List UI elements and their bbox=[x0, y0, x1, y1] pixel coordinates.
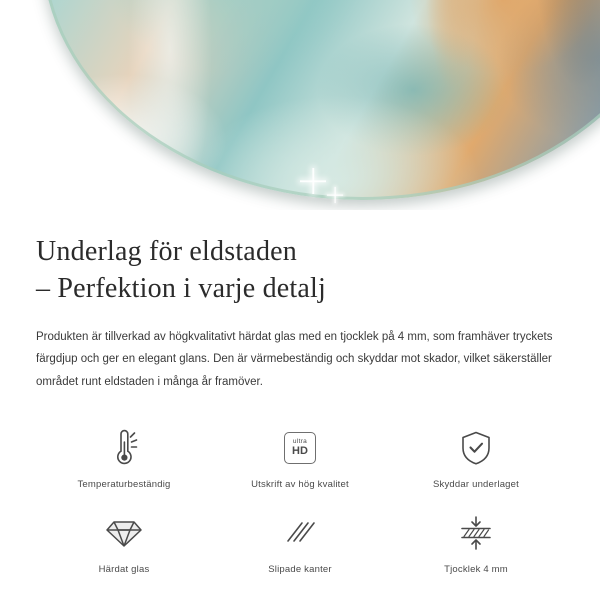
feature-label: Härdat glas bbox=[98, 564, 150, 576]
feature-item-print-quality bbox=[212, 419, 388, 490]
description-paragraph: Produkten är tillverkad av högkvalitativt härdat glas med en tjocklek på 4 mm, som framhäver tryckets färgdjup och ger en elegant glans. Den är värmebeständig och skyddar mot skador, vilket säkerställer området runt eldstaden i många år framöver. bbox=[36, 330, 553, 388]
feature-label: Slipade kanter bbox=[268, 564, 332, 576]
glass-panel-image bbox=[42, 0, 600, 200]
diamond-icon bbox=[105, 510, 143, 556]
feature-label: Skyddar underlaget bbox=[433, 479, 519, 491]
ultra-hd-badge-bottom: HD bbox=[292, 445, 308, 458]
thickness-icon bbox=[456, 510, 496, 556]
feature-label: Temperaturbeständig bbox=[77, 479, 171, 491]
feature-item-temperature bbox=[36, 419, 212, 490]
feature-item-polished-edges bbox=[212, 504, 388, 575]
thermometer-icon bbox=[107, 425, 141, 471]
polished-edges-icon bbox=[282, 510, 318, 556]
content-area bbox=[0, 210, 600, 575]
feature-label: Tjocklek 4 mm bbox=[444, 564, 508, 576]
feature-item-tempered-glass bbox=[36, 504, 212, 575]
hero-image bbox=[0, 0, 600, 210]
shield-check-icon bbox=[459, 425, 493, 471]
page-title-line-2: – Perfektion i varje detalj bbox=[36, 272, 326, 304]
page-title-line-1: Underlag för eldstaden bbox=[36, 236, 297, 267]
page-title bbox=[36, 234, 564, 308]
feature-label: Utskrift av hög kvalitet bbox=[251, 479, 349, 491]
feature-grid bbox=[36, 419, 564, 575]
ultra-hd-badge-top: ultra bbox=[292, 437, 308, 445]
feature-item-protection bbox=[388, 419, 564, 490]
feature-item-thickness bbox=[388, 504, 564, 575]
ultra-hd-icon bbox=[284, 425, 316, 471]
